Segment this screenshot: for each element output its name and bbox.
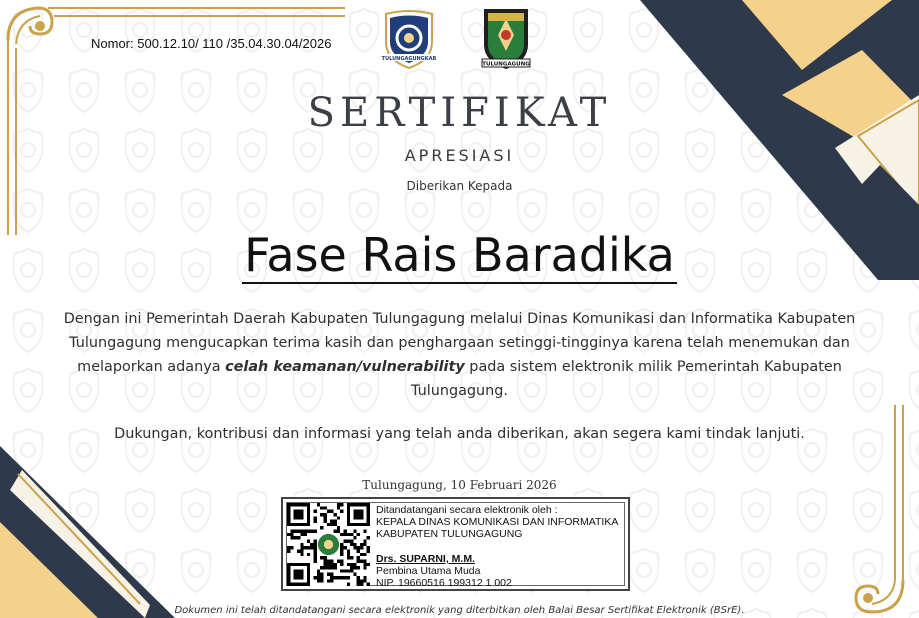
given-to-label: Diberikan Kepada (406, 179, 513, 193)
qr-code (287, 503, 370, 586)
regency-emblem (478, 5, 534, 73)
signature-line1: Ditandatangani secara elektronik oleh : (376, 504, 558, 516)
certificate-number: Nomor: 500.12.10/ 110 /35.04.30.04/2026 (91, 36, 332, 51)
kominfo-logo (378, 8, 440, 70)
logo-right-text: TULUNGAGUNG (482, 61, 530, 68)
signature-line2: KEPALA DINAS KOMUNIKASI DAN INFORMATIKA (376, 516, 619, 528)
electronic-signature-box (281, 497, 630, 591)
certificate-body (40, 307, 879, 403)
certificate-title: SERTIFIKAT (307, 90, 612, 136)
place-date: Tulungagung, 10 Februari 2026 (362, 478, 557, 492)
logo-left-text: TULUNGAGUNGKAB (381, 56, 437, 62)
recipient-name (0, 228, 919, 282)
certificate-subtitle: APRESIASI (404, 146, 515, 165)
signer-nip: NIP. 19660516 199312 1 002 (376, 577, 512, 589)
support-statement: Dukungan, kontribusi dan informasi yang telah anda diberikan, akan segera kami tindak lanjuti. (114, 426, 805, 442)
body-text-part1: Dengan ini Pemerintah Daerah Kabupaten Tulungagung melalui Dinas Komunikasi dan Informatika Kabupaten Tulungagung mengucapkan terima kasih dan penghargaan setinggi-tingginya karena telah menemukan dan melaporkan adanya (63, 311, 856, 375)
signer-rank: Pembina Utama Muda (376, 565, 481, 577)
body-emphasis: celah keamanan/vulnerability (225, 359, 465, 375)
body-text-part2: pada sistem elektronik milik Pemerintah Kabupaten Tulungagung. (410, 359, 842, 399)
footer-note: Dokumen ini telah ditandatangani secara elektronik yang diterbitkan oleh Balai Besar Sertifikat Elektronik (BSrE). (174, 605, 745, 616)
signer-name: Drs. SUPARNI, M.M. (376, 553, 475, 565)
recipient-name-text: Fase Rais Baradika (244, 228, 675, 282)
signature-details (376, 504, 618, 589)
signature-line3: KABUPATEN TULUNGAGUNG (376, 528, 523, 540)
